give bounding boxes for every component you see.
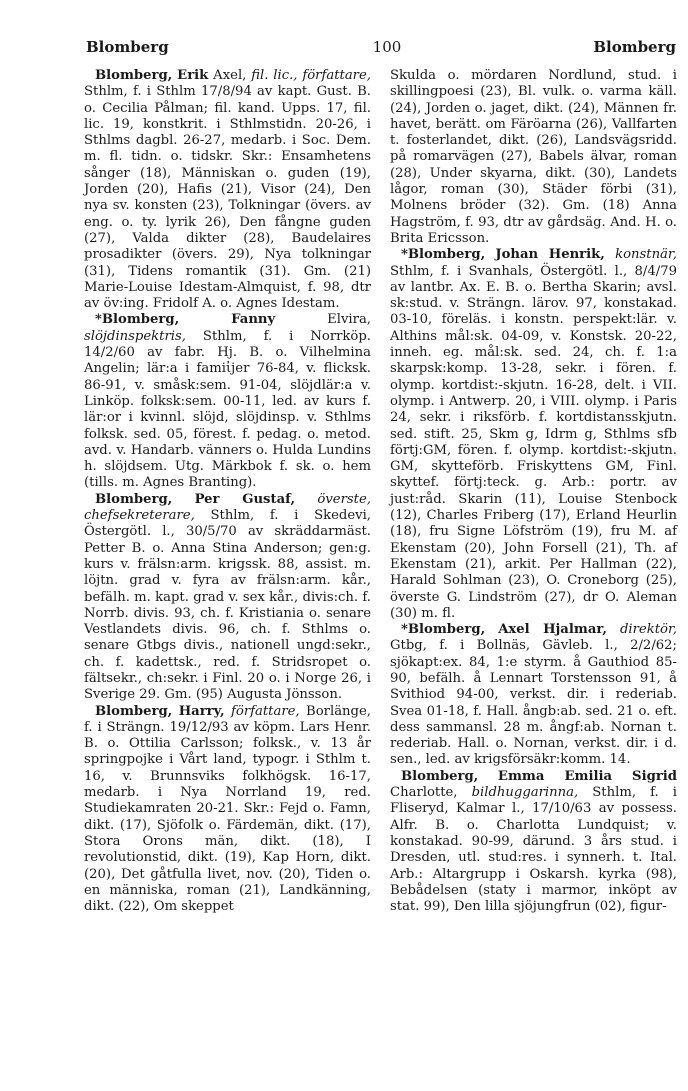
entry-axel-hjalmar-blomberg [390,622,677,769]
entry-middle-name: Charlotte, [390,785,472,801]
entry-given-name: Johan Henrik, [495,247,605,263]
entry-occupation: bildhuggarinna, [471,785,579,801]
entry-occupation: fil. lic., författare, [251,68,371,83]
entry-sigrid-blomberg [390,769,677,916]
entry-text: Gtbg, f. i Bollnäs, Gävleb. l., 2/2/62; sjökapt:ex. 84, 1:e styrm. å Gauthiod 85-90, befälh. å Lennart Torstensson 91, å Svithiod 94-00, verkst. dir. i rederiab. Svea 01-18, f. Hall. ångb:ab. sed. 21 o. eft. dess sammansl. 28 m. ångf:ab. Nornan t. rederiab. Hall. o. Nornan, verkst. dir. i d. sen., led. av krigsförsäkr:komm. 14. [390,638,677,768]
entry-surname: *Blomberg, [401,247,486,263]
entry-given-name: Fanny [231,312,276,328]
entry-middle-name [295,492,317,507]
entry-given-name: Axel Hjalmar, [498,622,607,638]
entry-text: Sthlm, f. i Norrköp. 14/2/60 av fabr. Hj. B. o. Vilhelmina Angelin; lär:a i famiἰjer 76-84, v. flicksk. 86-91, v. småsk:sem. 91-04, slöjdlär:a v. Linköp. folksk:sem. 00-11, led. av kurs f. lär:or i kvinnl. slöjd, slöjdinsp. v. Sthlms folksk. sed. 05, förest. f. pedag. o. metod. avd. v. Handarb. vänners o. Hulda Lundins h. slöjdsem. Utg. Märkbok f. sk. o. hem (tills. m. Agnes Branting). [84,328,371,491]
entry-given-name: Harry, [178,703,225,719]
entry-surname: Blomberg, [401,768,479,784]
entry-occupation: överste, chefsekreterare, [84,491,371,524]
entry-occupation: konstnär, [615,247,677,263]
entry-given-name: Emma Emilia Sigrid [497,768,677,784]
entry-text: Sthlm, f. i Sthlm 17/8/94 av kapt. Gust. B. o. Cecilia Pålman; fil. kand. Upps. 17, fil. lic. 19, konstkrit. i Sthlmstidn. 20-26, i Sthlms dagbl. 26-27, medarb. i Soc. Dem. m. fl. tidn. o. tidskr. Skr.: Ensamhetens sånger (18), Människan o. guden (19), Jorden (20), Hafis (21), Visor (24), Den nya sv. konsten (23), Tolkningar (övers. av eng. o. ty. lyrik 26), Den fångne guden (27), Valda dikter (28), Baudelaires prosadikter (övers. 29), Nya tolkningar (31), Tidens romantik (31). Gm. (21) Marie-Louise Idestam-Almquist, f. 98, dtr av öv:ing. Fridolf A. o. Agnes Idestam. [84,84,371,312]
entry-fanny-blomberg [84,312,371,491]
entry-harry-blomberg [84,704,371,916]
entry-surname: *Blomberg, [401,622,486,638]
running-header-left: Blomberg [86,38,169,56]
entry-middle-name [607,622,620,637]
entry-text: Borlänge, f. i Strängn. 19/12/93 av köpm. Lars Henr. B. o. Ottilia Carlsson; folksk., v. 13 år springpojke i Vårt land, typogr. i Sthlm t. 16, v. Brunnsviks folkhögsk. 16-17, medarb. i Nya Norrland 19, red. Studiekamraten 20-21. Skr.: Fejd o. Famn, dikt. (17), Sjöfolk o. Färdemän, dikt. (17), Stora Orons män, dikt. (18), I revolutionstid, dikt. (19), Kap Horn, dikt. (20), Det gåtfulla livet, nov. (20), Tiden o. en människa, roman (21), Landkänning, dikt. (22), Om skeppet [84,703,371,915]
entry-middle-name [605,247,615,262]
entry-middle-name: Elvira, [275,312,371,328]
entry-text: Sthlm, f. i Svanhals, Östergötl. l., 8/4/79 av lantbr. Ax. E. B. o. Bertha Skarin; avsl. sk:stud. v. Strängn. lärov. 97, konstakad. 03-10, föreläs. i konstn. perspekt:lär. v. Althins mål:sk. 04-09, v. Konstsk. 20-22, inneh. eg. mål:sk. sed. 24, ch. f. 1:a skarpsk:komp. 13-28, sekr. i fören. f. olymp. kortdist:-skjutn. 16-28, delt. i VII. olymp. i Antwerp. 20, i VIII. olymp. i Paris 24, sekr. i riksförb. f. kortdistansskjutn. sed. stift. 25, Skm g, Idrm g, Sthlms sfb förtj:GM, fören. f. olymp. kortdist:-skjutn. GM, skytteförb. Friskyttens GM, Finl. skyttef. förtj:teck. g. Arb.: portr. av just:råd. Skarin (11), Louise Stenbock (12), Charles Friberg (17), Erland Heurlin (18), fru Signe Löfström (19), fru M. af Ekenstam (20), John Forsell (21), Th. af Ekenstam (21), arkit. Per Hallman (22), Harald Sohlman (23), O. Croneborg (25), överste G. Lindström (27), dr O. Aleman (30) m. fl. [390,263,677,621]
entry-surname: Blomberg, [95,491,173,507]
entry-occupation: slöjdinspektris, [84,328,186,344]
left-column [84,68,371,915]
running-header-right: Blomberg [593,38,676,56]
entry-johan-henrik-blomberg [390,247,677,622]
entry-middle-name: Axel, [208,68,252,83]
entry-erik-blomberg [84,68,371,312]
entry-occupation: författare, [231,703,300,719]
entry-surname: Blomberg, [95,703,173,719]
entry-text: Sthlm, f. i Skedevi, Östergötl. l., 30/5/70 av skräddarmäst. Petter B. o. Anna Stina Anderson; gen:g. kurs v. frälsn:arm. krigssk. 88, assist. m. löjtn. grad v. fyra av frälsn:arm. kår., befälh. m. kapt. grad v. sex kår., divis:ch. f. Norrb. divis. 93, ch. f. Kristiania o. senare Vestlandets divis. 96, ch. f. Sthlms o. senare Gtbgs divis., nationell ungd:sekr., ch. f. kadettsk., red. f. Stridsropet o. fältsekr., ch:sekr. i Finl. 20 o. i Norge 26, i Sverige 29. Gm. (95) Augusta Jönsson. [84,508,371,703]
entry-given-name: Per Gustaf, [194,491,296,507]
page-number: 100 [372,38,402,56]
entry-continuation: Skulda o. mördaren Nordlund, stud. i skillingpoesi (23), Bl. vulk. o. varma käll. (24), Jorden o. jaget, dikt. (24), Männen fr. havet, berätt. om Färöarna (26), Vallfarten t. fosterlandet, dikt. (26), Landsvägsridd. på romarvägen (27), Babels älvar, roman (28), Under skyarna, dikt. (30), Landets lågor, roman (30), Städer förbi (31), Molnens bröder (32). Gm. (18) Anna Hagström, f. 93, dtr av gårdsäg. And. H. o. Brita Ericsson. [390,68,677,246]
entry-given-name: Erik [177,68,209,83]
entry-surname: *Blomberg, [95,312,180,328]
entry-per-gustaf-blomberg [84,492,371,704]
right-column [390,68,677,915]
entry-surname: Blomberg, [95,68,173,83]
entry-text: Sthlm, f. i Fliseryd, Kalmar l., 17/10/63 av possess. Alfr. B. o. Charlotta Lundquist; v. konstakad. 90-99, därund. 3 års stud. i Dresden, utl. stud:res. i synnerh. t. Ital. Arb.: Altargrupp i Oskarsh. kyrka (98), Bebådelsen (staty i marmor, inköpt av stat. 99), Den lilla sjöjungfrun (02), figur- [390,785,677,915]
entry-occupation: direktör, [619,622,677,638]
